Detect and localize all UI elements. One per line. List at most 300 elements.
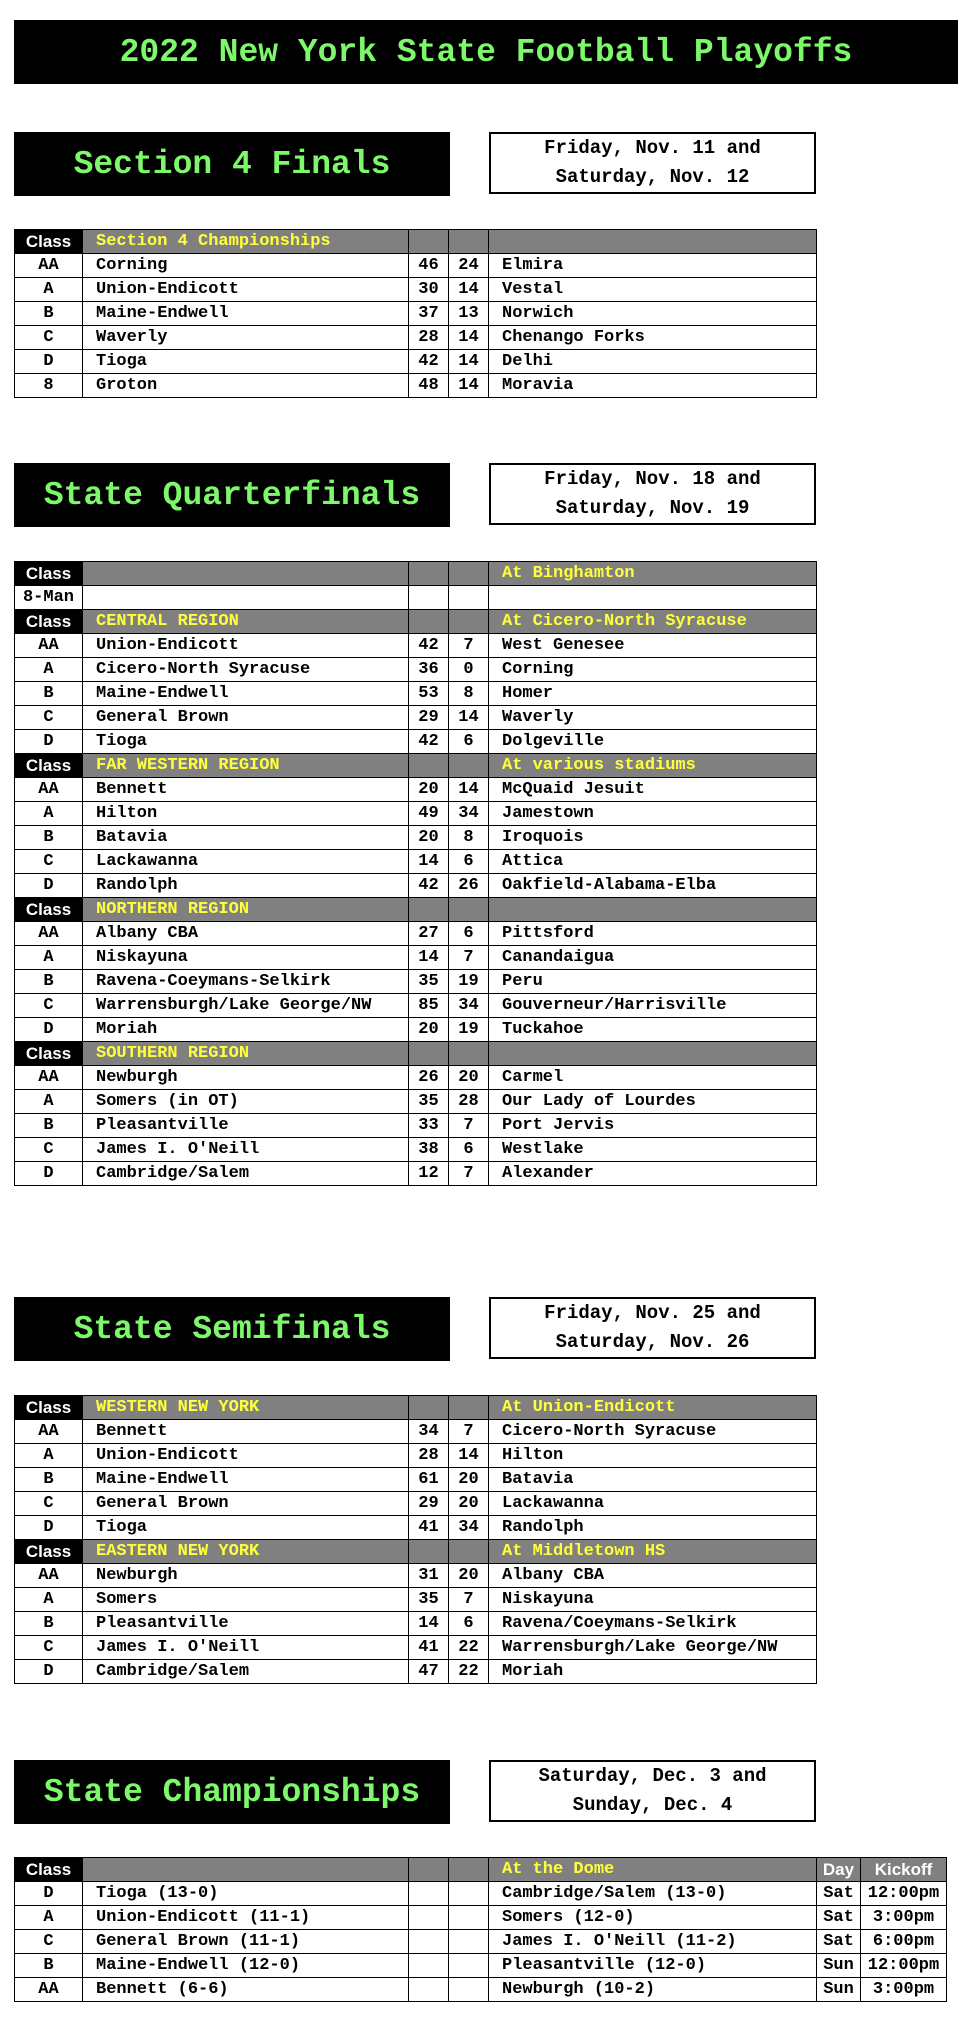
away-team: Batavia	[489, 1468, 817, 1492]
class-cell: AA	[15, 1564, 83, 1588]
home-team: Union-Endicott (11-1)	[83, 1906, 409, 1930]
kickoff-cell: 3:00pm	[861, 1978, 947, 2002]
class-header: Class	[15, 1858, 83, 1882]
home-score: 35	[409, 970, 449, 994]
home-team: James I. O'Neill	[83, 1636, 409, 1660]
score-header	[449, 610, 489, 634]
home-score: 12	[409, 1162, 449, 1186]
table-row	[15, 946, 817, 970]
away-score: 14	[449, 326, 489, 350]
class-cell: C	[15, 1492, 83, 1516]
away-team: Peru	[489, 970, 817, 994]
away-score: 34	[449, 802, 489, 826]
away-score: 7	[449, 1588, 489, 1612]
away-team: Randolph	[489, 1516, 817, 1540]
home-team: Maine-Endwell	[83, 682, 409, 706]
site-label: At Binghamton	[489, 562, 817, 586]
date-line-1: Saturday, Dec. 3 and	[538, 1765, 767, 1787]
region-label	[83, 562, 409, 586]
home-team: Cambridge/Salem	[83, 1162, 409, 1186]
table-row	[15, 1090, 817, 1114]
home-score: 47	[409, 1660, 449, 1684]
home-team: Lackawanna	[83, 850, 409, 874]
date-line-1: Friday, Nov. 25 and	[544, 1302, 761, 1324]
class-header: Class	[15, 1540, 83, 1564]
class-cell: D	[15, 730, 83, 754]
day-cell: Sun	[817, 1954, 861, 1978]
class-cell: C	[15, 706, 83, 730]
away-team: Canandaigua	[489, 946, 817, 970]
away-team: Pleasantville (12-0)	[489, 1954, 817, 1978]
table-row	[15, 1114, 817, 1138]
home-score: 29	[409, 1492, 449, 1516]
away-team: Corning	[489, 658, 817, 682]
away-team: Moravia	[489, 374, 817, 398]
away-team: Somers (12-0)	[489, 1906, 817, 1930]
home-team: Tioga	[83, 1516, 409, 1540]
score-header	[449, 1540, 489, 1564]
table-row	[15, 278, 817, 302]
away-team: Alexander	[489, 1162, 817, 1186]
day-cell: Sat	[817, 1930, 861, 1954]
home-team: Moriah	[83, 1018, 409, 1042]
home-team: Newburgh	[83, 1066, 409, 1090]
class-cell: A	[15, 1588, 83, 1612]
score-header	[409, 562, 449, 586]
class-cell: 8-Man	[15, 586, 83, 610]
home-team	[83, 586, 409, 610]
home-team: Ravena-Coeymans-Selkirk	[83, 970, 409, 994]
score-header	[449, 230, 489, 254]
kickoff-cell: 3:00pm	[861, 1906, 947, 1930]
away-team: Cicero-North Syracuse	[489, 1420, 817, 1444]
class-cell: AA	[15, 254, 83, 278]
region-label: WESTERN NEW YORK	[83, 1396, 409, 1420]
away-team: Chenango Forks	[489, 326, 817, 350]
date-line-2: Saturday, Nov. 26	[555, 1331, 750, 1353]
home-score: 48	[409, 374, 449, 398]
table-row	[15, 1954, 947, 1978]
class-header: Class	[15, 1042, 83, 1066]
away-score: 6	[449, 1612, 489, 1636]
home-team: James I. O'Neill	[83, 1138, 409, 1162]
away-score: 7	[449, 1420, 489, 1444]
home-score: 31	[409, 1564, 449, 1588]
away-score: 14	[449, 706, 489, 730]
away-score: 34	[449, 1516, 489, 1540]
home-score: 41	[409, 1516, 449, 1540]
table-row	[15, 1468, 817, 1492]
home-score: 53	[409, 682, 449, 706]
championships-banner: State Championships	[14, 1760, 450, 1824]
date-line-1: Friday, Nov. 18 and	[544, 468, 761, 490]
away-score: 22	[449, 1636, 489, 1660]
class-cell: A	[15, 658, 83, 682]
table-row	[15, 682, 817, 706]
table-row	[15, 802, 817, 826]
home-team: Bennett (6-6)	[83, 1978, 409, 2002]
class-cell: AA	[15, 1066, 83, 1090]
class-cell: AA	[15, 778, 83, 802]
score-header	[409, 898, 449, 922]
table-row	[15, 658, 817, 682]
site-label: At various stadiums	[489, 754, 817, 778]
section4-date-box	[489, 132, 816, 194]
away-team: Waverly	[489, 706, 817, 730]
class-cell: B	[15, 970, 83, 994]
section4-banner: Section 4 Finals	[14, 132, 450, 196]
away-score: 26	[449, 874, 489, 898]
table-header-row	[15, 1042, 817, 1066]
away-score	[449, 1882, 489, 1906]
away-team: James I. O'Neill (11-2)	[489, 1930, 817, 1954]
away-team: West Genesee	[489, 634, 817, 658]
score-header	[449, 562, 489, 586]
home-score: 20	[409, 1018, 449, 1042]
table-row	[15, 1564, 817, 1588]
home-score: 49	[409, 802, 449, 826]
away-team: Lackawanna	[489, 1492, 817, 1516]
away-score: 14	[449, 278, 489, 302]
score-header	[409, 610, 449, 634]
day-cell: Sat	[817, 1882, 861, 1906]
quarterfinals-date-box	[489, 463, 816, 525]
class-cell: C	[15, 1138, 83, 1162]
home-score: 20	[409, 826, 449, 850]
home-team: Somers (in OT)	[83, 1090, 409, 1114]
class-cell: D	[15, 1516, 83, 1540]
site-label	[489, 1042, 817, 1066]
kickoff-cell: 12:00pm	[861, 1882, 947, 1906]
class-cell: C	[15, 994, 83, 1018]
table-row	[15, 1906, 947, 1930]
table-row	[15, 1978, 947, 2002]
table-row	[15, 634, 817, 658]
table-row	[15, 778, 817, 802]
away-score: 24	[449, 254, 489, 278]
away-team: Gouverneur/Harrisville	[489, 994, 817, 1018]
semifinals-banner: State Semifinals	[14, 1297, 450, 1361]
away-score: 14	[449, 374, 489, 398]
score-header	[409, 754, 449, 778]
region-label: CENTRAL REGION	[83, 610, 409, 634]
home-team: Newburgh	[83, 1564, 409, 1588]
class-cell: D	[15, 350, 83, 374]
away-team: Cambridge/Salem (13-0)	[489, 1882, 817, 1906]
home-team: Albany CBA	[83, 922, 409, 946]
away-score: 8	[449, 682, 489, 706]
away-score: 34	[449, 994, 489, 1018]
away-score: 0	[449, 658, 489, 682]
class-cell: A	[15, 278, 83, 302]
score-header	[449, 1858, 489, 1882]
class-cell: B	[15, 682, 83, 706]
score-header	[409, 1858, 449, 1882]
away-team	[489, 586, 817, 610]
score-header	[449, 1396, 489, 1420]
away-score: 8	[449, 826, 489, 850]
site-label	[489, 898, 817, 922]
away-score	[449, 1954, 489, 1978]
home-team: General Brown	[83, 706, 409, 730]
section4-table	[14, 229, 817, 398]
table-row	[15, 706, 817, 730]
away-team: Warrensburgh/Lake George/NW	[489, 1636, 817, 1660]
table-row	[15, 254, 817, 278]
home-team: Somers	[83, 1588, 409, 1612]
class-header: Class	[15, 1396, 83, 1420]
home-team: General Brown (11-1)	[83, 1930, 409, 1954]
table-row	[15, 874, 817, 898]
away-score: 20	[449, 1564, 489, 1588]
score-header	[409, 230, 449, 254]
home-team: Batavia	[83, 826, 409, 850]
quarterfinals-banner: State Quarterfinals	[14, 463, 450, 527]
region-label: FAR WESTERN REGION	[83, 754, 409, 778]
site-label: At Middletown HS	[489, 1540, 817, 1564]
away-score	[449, 1978, 489, 2002]
home-score: 14	[409, 1612, 449, 1636]
home-score: 29	[409, 706, 449, 730]
class-header: Class	[15, 754, 83, 778]
away-team: Hilton	[489, 1444, 817, 1468]
championships-table	[14, 1857, 947, 2002]
home-score: 85	[409, 994, 449, 1018]
home-team: Tioga (13-0)	[83, 1882, 409, 1906]
away-score: 6	[449, 730, 489, 754]
class-cell: B	[15, 1468, 83, 1492]
home-score: 36	[409, 658, 449, 682]
away-score: 14	[449, 350, 489, 374]
table-row	[15, 1018, 817, 1042]
table-row	[15, 1588, 817, 1612]
class-cell: B	[15, 1612, 83, 1636]
away-score: 7	[449, 946, 489, 970]
away-team: Jamestown	[489, 802, 817, 826]
class-cell: AA	[15, 922, 83, 946]
home-score: 33	[409, 1114, 449, 1138]
home-team: Hilton	[83, 802, 409, 826]
home-score: 30	[409, 278, 449, 302]
table-row	[15, 1660, 817, 1684]
region-label: EASTERN NEW YORK	[83, 1540, 409, 1564]
class-cell: B	[15, 826, 83, 850]
away-score	[449, 1930, 489, 1954]
home-team: Tioga	[83, 730, 409, 754]
away-score: 20	[449, 1066, 489, 1090]
class-cell: A	[15, 946, 83, 970]
class-cell: D	[15, 1882, 83, 1906]
home-score: 34	[409, 1420, 449, 1444]
home-score: 61	[409, 1468, 449, 1492]
table-header-row	[15, 898, 817, 922]
away-team: Port Jervis	[489, 1114, 817, 1138]
table-header-row	[15, 562, 817, 586]
home-score: 14	[409, 946, 449, 970]
table-row	[15, 1420, 817, 1444]
home-team: Pleasantville	[83, 1612, 409, 1636]
class-cell: AA	[15, 1420, 83, 1444]
score-header	[409, 1396, 449, 1420]
class-cell: C	[15, 1930, 83, 1954]
away-score: 7	[449, 1114, 489, 1138]
table-header-row	[15, 1858, 947, 1882]
away-team: Ravena/Coeymans-Selkirk	[489, 1612, 817, 1636]
home-score: 20	[409, 778, 449, 802]
away-score: 22	[449, 1660, 489, 1684]
home-score: 26	[409, 1066, 449, 1090]
away-score: 28	[449, 1090, 489, 1114]
away-score: 19	[449, 970, 489, 994]
home-team: Maine-Endwell	[83, 1468, 409, 1492]
table-row	[15, 970, 817, 994]
class-header: Class	[15, 610, 83, 634]
away-team: Carmel	[489, 1066, 817, 1090]
class-cell: A	[15, 1090, 83, 1114]
home-team: Groton	[83, 374, 409, 398]
class-cell: D	[15, 1660, 83, 1684]
away-score: 6	[449, 850, 489, 874]
home-score	[409, 1930, 449, 1954]
home-score: 42	[409, 730, 449, 754]
home-team: Bennett	[83, 778, 409, 802]
class-cell: B	[15, 1954, 83, 1978]
class-cell: 8	[15, 374, 83, 398]
away-team: Oakfield-Alabama-Elba	[489, 874, 817, 898]
away-team: Vestal	[489, 278, 817, 302]
home-score: 28	[409, 326, 449, 350]
table-row	[15, 1162, 817, 1186]
away-team: Pittsford	[489, 922, 817, 946]
away-score	[449, 586, 489, 610]
kickoff-header: Kickoff	[861, 1858, 947, 1882]
table-row	[15, 1138, 817, 1162]
region-label: SOUTHERN REGION	[83, 1042, 409, 1066]
home-score	[409, 1906, 449, 1930]
home-team: Bennett	[83, 1420, 409, 1444]
home-team: Cicero-North Syracuse	[83, 658, 409, 682]
home-score: 38	[409, 1138, 449, 1162]
table-row	[15, 586, 817, 610]
home-team: Tioga	[83, 350, 409, 374]
away-score: 14	[449, 1444, 489, 1468]
home-team: Warrensburgh/Lake George/NW	[83, 994, 409, 1018]
away-team: Moriah	[489, 1660, 817, 1684]
away-team: Attica	[489, 850, 817, 874]
class-cell: D	[15, 1162, 83, 1186]
away-score: 19	[449, 1018, 489, 1042]
table-row	[15, 1882, 947, 1906]
score-header	[409, 1540, 449, 1564]
away-team: Albany CBA	[489, 1564, 817, 1588]
home-score: 41	[409, 1636, 449, 1660]
home-score: 27	[409, 922, 449, 946]
site-label: At Cicero-North Syracuse	[489, 610, 817, 634]
table-row	[15, 1636, 817, 1660]
table-row	[15, 1612, 817, 1636]
home-score: 42	[409, 874, 449, 898]
semifinals-date-box	[489, 1297, 816, 1359]
away-score: 7	[449, 634, 489, 658]
class-cell: C	[15, 850, 83, 874]
away-score: 20	[449, 1492, 489, 1516]
away-team: Dolgeville	[489, 730, 817, 754]
class-cell: C	[15, 1636, 83, 1660]
away-team: Tuckahoe	[489, 1018, 817, 1042]
table-row	[15, 922, 817, 946]
score-header	[409, 1042, 449, 1066]
home-score	[409, 1954, 449, 1978]
class-header: Class	[15, 898, 83, 922]
away-score: 20	[449, 1468, 489, 1492]
kickoff-cell: 12:00pm	[861, 1954, 947, 1978]
home-team: Union-Endicott	[83, 634, 409, 658]
home-score: 46	[409, 254, 449, 278]
away-score: 7	[449, 1162, 489, 1186]
class-cell: B	[15, 302, 83, 326]
table-row	[15, 374, 817, 398]
home-team: Pleasantville	[83, 1114, 409, 1138]
home-score	[409, 1978, 449, 2002]
away-team: Niskayuna	[489, 1588, 817, 1612]
home-score: 35	[409, 1090, 449, 1114]
class-header: Class	[15, 562, 83, 586]
day-header: Day	[817, 1858, 861, 1882]
away-team: Newburgh (10-2)	[489, 1978, 817, 2002]
home-score: 35	[409, 1588, 449, 1612]
class-cell: A	[15, 802, 83, 826]
table-row	[15, 1066, 817, 1090]
class-header: Class	[15, 230, 83, 254]
away-score	[449, 1906, 489, 1930]
class-cell: AA	[15, 1978, 83, 2002]
date-line-1: Friday, Nov. 11 and	[544, 137, 761, 159]
table-row	[15, 850, 817, 874]
home-score	[409, 586, 449, 610]
home-team: Niskayuna	[83, 946, 409, 970]
table-row	[15, 302, 817, 326]
class-cell: D	[15, 1018, 83, 1042]
quarterfinals-table	[14, 561, 817, 1186]
away-team: Delhi	[489, 350, 817, 374]
away-score: 6	[449, 922, 489, 946]
away-score: 6	[449, 1138, 489, 1162]
class-cell: C	[15, 326, 83, 350]
table-row	[15, 1444, 817, 1468]
region-label: NORTHERN REGION	[83, 898, 409, 922]
score-header	[449, 898, 489, 922]
class-cell: A	[15, 1906, 83, 1930]
home-team: Waverly	[83, 326, 409, 350]
score-header	[449, 754, 489, 778]
away-score: 13	[449, 302, 489, 326]
away-team: McQuaid Jesuit	[489, 778, 817, 802]
home-score: 37	[409, 302, 449, 326]
region-label	[83, 1858, 409, 1882]
table-row	[15, 730, 817, 754]
table-row	[15, 994, 817, 1018]
date-line-2: Sunday, Dec. 4	[572, 1794, 733, 1816]
home-score: 14	[409, 850, 449, 874]
away-team: Homer	[489, 682, 817, 706]
day-cell: Sun	[817, 1978, 861, 2002]
table-header-row	[15, 1540, 817, 1564]
kickoff-cell: 6:00pm	[861, 1930, 947, 1954]
class-cell: A	[15, 1444, 83, 1468]
semifinals-table	[14, 1395, 817, 1684]
table-header-row	[15, 230, 817, 254]
home-team: Union-Endicott	[83, 1444, 409, 1468]
